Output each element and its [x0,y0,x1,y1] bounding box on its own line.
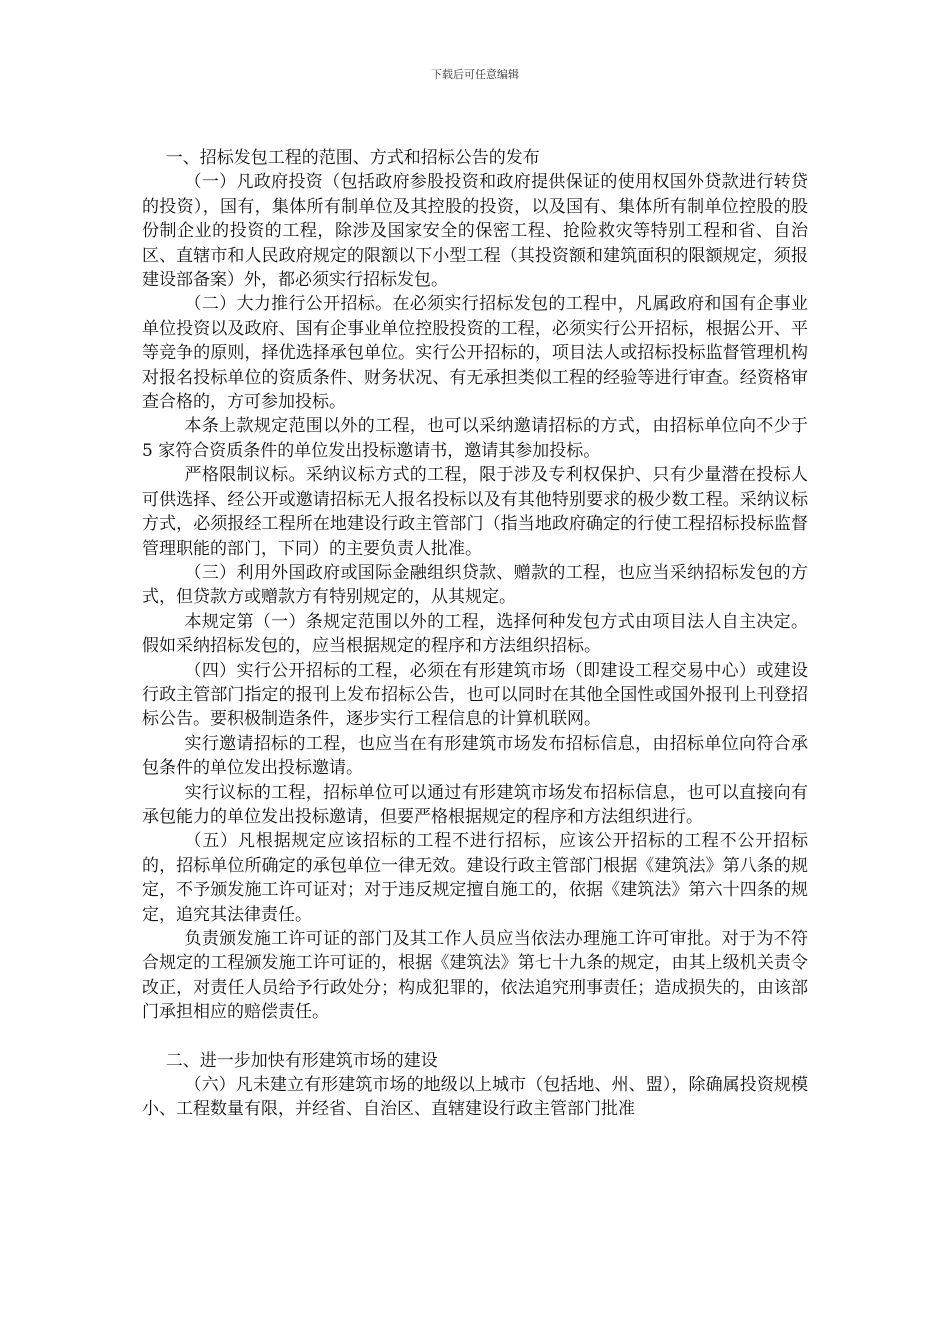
section-heading-1: 一、招标发包工程的范围、方式和招标公告的发布 [165,148,540,168]
paragraph-scope-choice: 本规定第（一）条规定范围以外的工程，选择何种发包方式由项目法人自主决定。假如采纳招标发包的，应当根据规定的程序和方法组织招标。 [142,611,808,657]
paragraph-item-5: （五）凡根据规定应该招标的工程不进行招标，应该公开招标的工程不公开招标的，招标单位所确定的承包单位一律无效。建设行政主管部门根据《建筑法》第八条的规定，不予颁发施工许可证对；对于违反规定擅自施工的，依据《建筑法》第六十四条的规定，追究其法律责任。 [142,831,808,925]
paragraph-permit-duty: 负责颁发施工许可证的部门及其工作人员应当依法办理施工许可审批。对于为不符合规定的工程颁发施工许可证的，根据《建筑法》第七十九条的规定，由其上级机关责令改正，对责任人员给予行政处分；构成犯罪的，依法追究刑事责任；造成损失的，由该部门承担相应的赔偿责任。 [142,929,808,1023]
paragraph-invited-bidding: 本条上款规定范围以外的工程，也可以采纳邀请招标的方式，由招标单位向不少于 5 家符合资质条件的单位发出投标邀请书，邀请其参加投标。 [142,416,808,461]
document-body [142,146,808,1122]
paragraph-item-4: （四）实行公开招标的工程，必须在有形建筑市场（即建设工程交易中心）或建设行政主管部门指定的报刊上发布招标公告，也可以同时在其他全国性或国外报刊上刊登招标公告。要积极制造条件，逐步实行工程信息的计算机联网。 [142,660,808,730]
paragraph-negotiated-info: 实行议标的工程，招标单位可以通过有形建筑市场发布招标信息，也可以直接向有承包能力的单位发出投标邀请，但要严格根据规定的程序和方法组织进行。 [142,782,808,827]
paragraph-negotiated-bidding: 严格限制议标。采纳议标方式的工程，限于涉及专利权保护、只有少量潜在投标人可供选择、经公开或邀请招标无人报名投标以及有其他特别要求的极少数工程。采纳议标方式，必须报经工程所在地建设行政主管部门（指当地政府确定的行使工程招标投标监督管理职能的部门，下同）的主要负责人批准。 [142,465,808,559]
paragraph-item-6: （六）凡未建立有形建筑市场的地级以上城市（包括地、州、盟），除确属投资规模小、工程数量有限，并经省、自治区、直辖建设行政主管部门批准 [142,1075,808,1120]
section-heading-2: 二、进一步加快有形建筑市场的建设 [165,1050,438,1071]
paragraph-item-1: （一）凡政府投资（包括政府参股投资和政府提供保证的使用权国外贷款进行转贷的投资），国有，集体所有制单位及其控股的投资，以及国有、集体所有制单位控股的股份制企业的投资的工程，除涉及国家安全的保密工程、抢险救灾等特别工程和省、自治区、直辖市和人民政府规定的限额以下小型工程（其投资额和建筑面积的限额规定，须报建设部备案）外，都必须实行招标发包。 [142,172,808,291]
paragraph-item-2: （二）大力推行公开招标。在必须实行招标发包的工程中，凡属政府和国有企事业单位投资以及政府、国有企事业单位控股投资的工程，必须实行公开招标，根据公开、平等竞争的原则，择优选择承包单位。实行公开招标的，项目法人或招标投标监督管理机构对报名投标单位的资质条件、财务状况、有无承担类似工程的经验等进行审查。经资格审查合格的，方可参加投标。 [142,294,808,413]
paragraph-item-3: （三）利用外国政府或国际金融组织贷款、赠款的工程，也应当采纳招标发包的方式，但贷款方或赠款方有特别规定的，从其规定。 [142,562,808,608]
paragraph-invited-info: 实行邀请招标的工程，也应当在有形建筑市场发布招标信息，由招标单位向符合承包条件的单位发出投标邀请。 [142,733,808,779]
page-header: 下载后可任意编辑 [431,68,519,81]
